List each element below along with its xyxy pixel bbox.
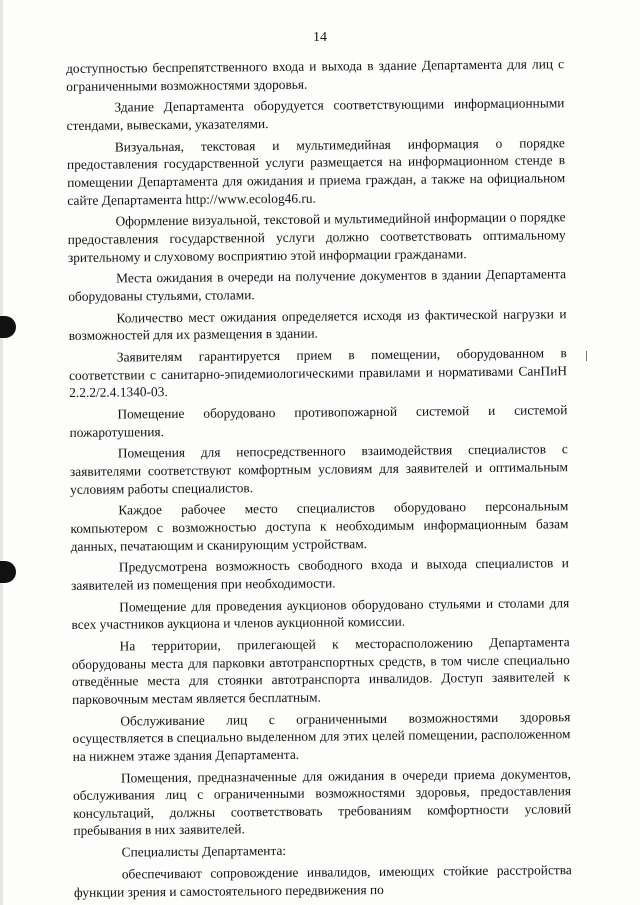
paragraph: Предусмотрена возможность свободного входа и выхода специалистов и заявителей из помещения при необходимости. [70,555,569,593]
scan-edge [0,0,3,905]
paragraph: Визуальная, текстовая и мультимедийная информация о порядке предоставления государственной услуги размещается на информационном стенде в помещении Департамента для ожидания и приема граждан, а также на официальном сайте Департамента http://www.ecolog46.ru. [66,134,566,208]
paragraph: Заявителям гарантируется прием в помещении, оборудованном в соответствии с санитарно-эпидемиологическими правилами и нормативами СанПиН 2.2.2/2.4.1340-03. [68,345,568,401]
paragraph: обеспечивают сопровождение инвалидов, имеющих стойкие расстройства функции зрения и самостоятельного передвижения по [73,862,572,900]
paragraph: Помещение для проведения аукционов оборудовано стульями и столами для всех участников аукциона и членов аукционной комиссии. [71,594,570,633]
paragraph: Обслуживание лиц с ограниченными возможностями здоровья осуществляется в специально выделенном для этих целей помещении, расположенном на нижнем этаже здания Департамента. [72,708,571,764]
paragraph: Здание Департамента оборудуется соответствующими информационными стендами, вывесками, указателями. [66,95,565,133]
pen-mark [586,351,587,361]
paragraph: На территории, прилегающей к месторасположению Департамента оборудованы места для парковки автотранспортных средств, в том числе специально отведённые места для стоянки автотранспорта инвалидов. Доступ заявителей к парковочным местам является бесплатным. [71,634,571,707]
paragraph: Специалисты Департамента: [121,843,287,860]
paragraph: Количество мест ожидания определяется исходя из фактической нагрузки и возможностей для их размещения в здании. [68,305,567,344]
paragraph: Оформление визуальной, текстовой и мультимедийной информации о порядке предоставления государственной услуги должно соответствовать оптимальному зрительному и слуховому восприятию этой информации гражданами. [67,209,566,265]
paragraph: Помещения для непосредственного взаимодействия специалистов с заявителями соответствуют комфортным условиям для заявителей и оптимальным условиям работы специалистов. [69,441,568,497]
document-body [66,55,572,905]
punch-hole [0,316,16,338]
paragraph: Места ожидания в очереди на получение документов в здании Департамента оборудованы стульями, столами. [68,266,567,304]
paragraph: доступностью беспрепятственного входа и выхода в здание Департамента для лиц с ограниченными возможностями здоровья. [66,56,565,94]
paragraph: Каждое рабочее место специалистов оборудовано персональным компьютером с возможностью доступа к необходимым информационным базам данных, печатающим и сканирующим устройствам. [70,498,569,554]
punch-hole [0,561,16,583]
page-number: 14 [313,30,327,45]
paragraph: Помещения, предназначенные для ожидания в очереди приема документов, обслуживания лиц с ограниченными возможностями здоровья, предоставления консультаций, должны соответствовать требованиям комфортности условий пребывания в них заявителей. [72,765,572,839]
paragraph: Помещение оборудовано противопожарной системой и системой пожаротушения. [69,402,568,440]
